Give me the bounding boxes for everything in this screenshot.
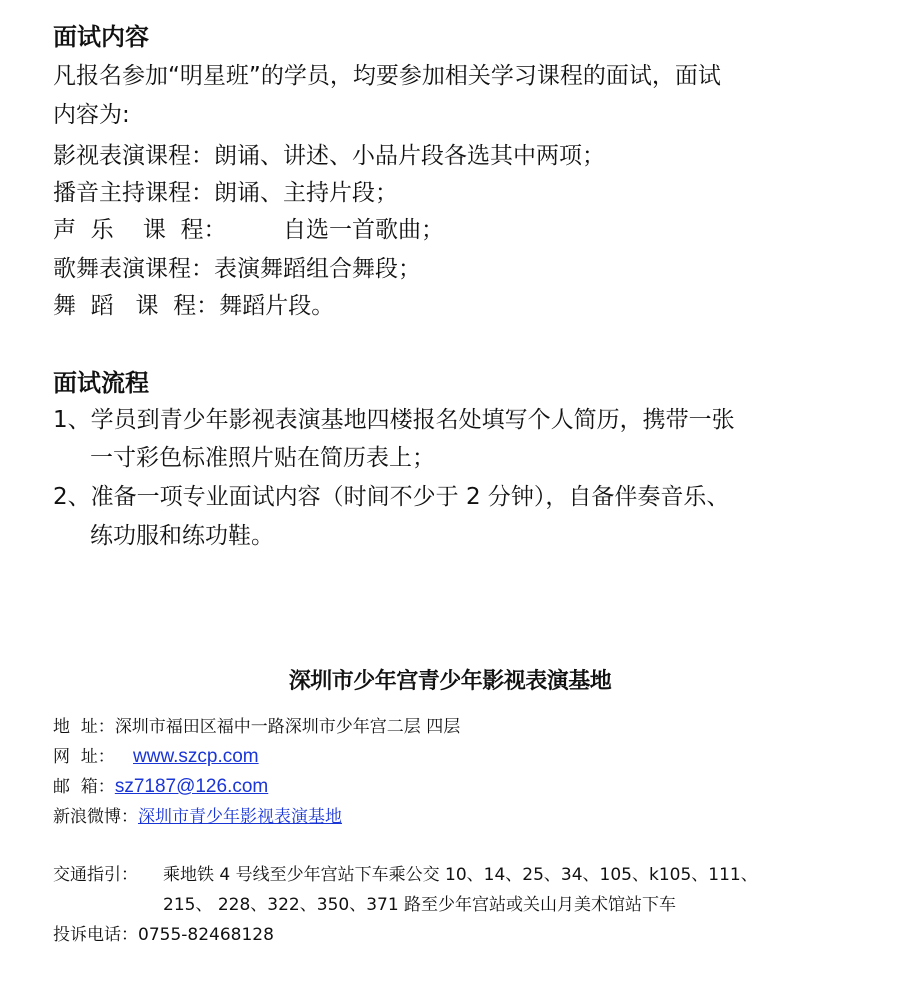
- email-link[interactable]: sz7187@126.com: [114, 776, 269, 797]
- address-label: 地 址：: [53, 717, 115, 737]
- traffic-label: 交通指引：: [53, 865, 138, 885]
- course-label: 歌舞表演课程：: [53, 256, 214, 282]
- website-link[interactable]: www.szcp.com: [133, 746, 259, 767]
- process-step-1-line-2: 一寸彩色标准照片贴在简历表上；: [90, 445, 435, 471]
- intro-text-line-1: 凡报名参加“明星班”的学员，均要参加相关学习课程的面试，面试: [53, 63, 721, 89]
- process-step-1-line-1: 1、学员到青少年影视表演基地四楼报名处填写个人简历，携带一张: [53, 407, 735, 433]
- weibo-link[interactable]: 深圳市青少年影视表演基地: [138, 807, 342, 827]
- course-item-broadcasting: [53, 178, 398, 208]
- weibo-label: 新浪微博：: [53, 807, 138, 827]
- course-requirement: 舞蹈片段。: [219, 293, 335, 319]
- process-step-2-line-1: 2、准备一项专业面试内容（时间不少于 2 分钟），自备伴奏音乐、: [53, 484, 730, 510]
- complaint-label: 投诉电话：: [53, 925, 138, 945]
- course-item-dance: [53, 291, 334, 321]
- organization-name: 深圳市少年宫青少年影视表演基地: [288, 669, 612, 694]
- course-label: 影视表演课程：: [53, 143, 214, 169]
- course-requirement: 自选一首歌曲；: [283, 217, 444, 243]
- process-step-2-line-2: 练功服和练功鞋。: [90, 523, 274, 549]
- course-requirement: 表演舞蹈组合舞段；: [214, 256, 421, 282]
- course-item-vocal: [53, 215, 444, 245]
- intro-text-line-2: 内容为:: [53, 102, 130, 128]
- complaint-phone: 0755-82468128: [138, 925, 274, 945]
- course-item-film-acting: [53, 141, 605, 171]
- weibo-row: [53, 805, 342, 829]
- email-label: 邮 箱：: [53, 777, 115, 797]
- interview-content-heading: 面试内容: [53, 23, 149, 51]
- course-label: 舞 蹈 课 程：: [53, 293, 220, 319]
- email-row: [53, 775, 268, 799]
- course-requirement: 朗诵、主持片段；: [214, 180, 398, 206]
- complaint-row: [53, 923, 274, 947]
- traffic-line-1: 乘地铁 4 号线至少年宫站下车乘公交 10、14、25、34、105、k105、111、: [163, 865, 758, 885]
- address-value: 深圳市福田区福中一路深圳市少年宫二层 四层: [114, 717, 461, 737]
- course-requirement: 朗诵、讲述、小品片段各选其中两项；: [214, 143, 605, 169]
- traffic-line-2: 215、 228、322、350、371 路至少年宫站或关山月美术馆站下车: [163, 895, 677, 915]
- interview-process-heading: 面试流程: [53, 369, 149, 397]
- website-row: [53, 745, 259, 769]
- course-label: 声 乐 课 程：: [53, 217, 227, 243]
- course-label: 播音主持课程：: [53, 180, 214, 206]
- website-label: 网 址：: [53, 747, 115, 767]
- address-row: [53, 715, 460, 739]
- course-item-song-dance: [53, 254, 421, 284]
